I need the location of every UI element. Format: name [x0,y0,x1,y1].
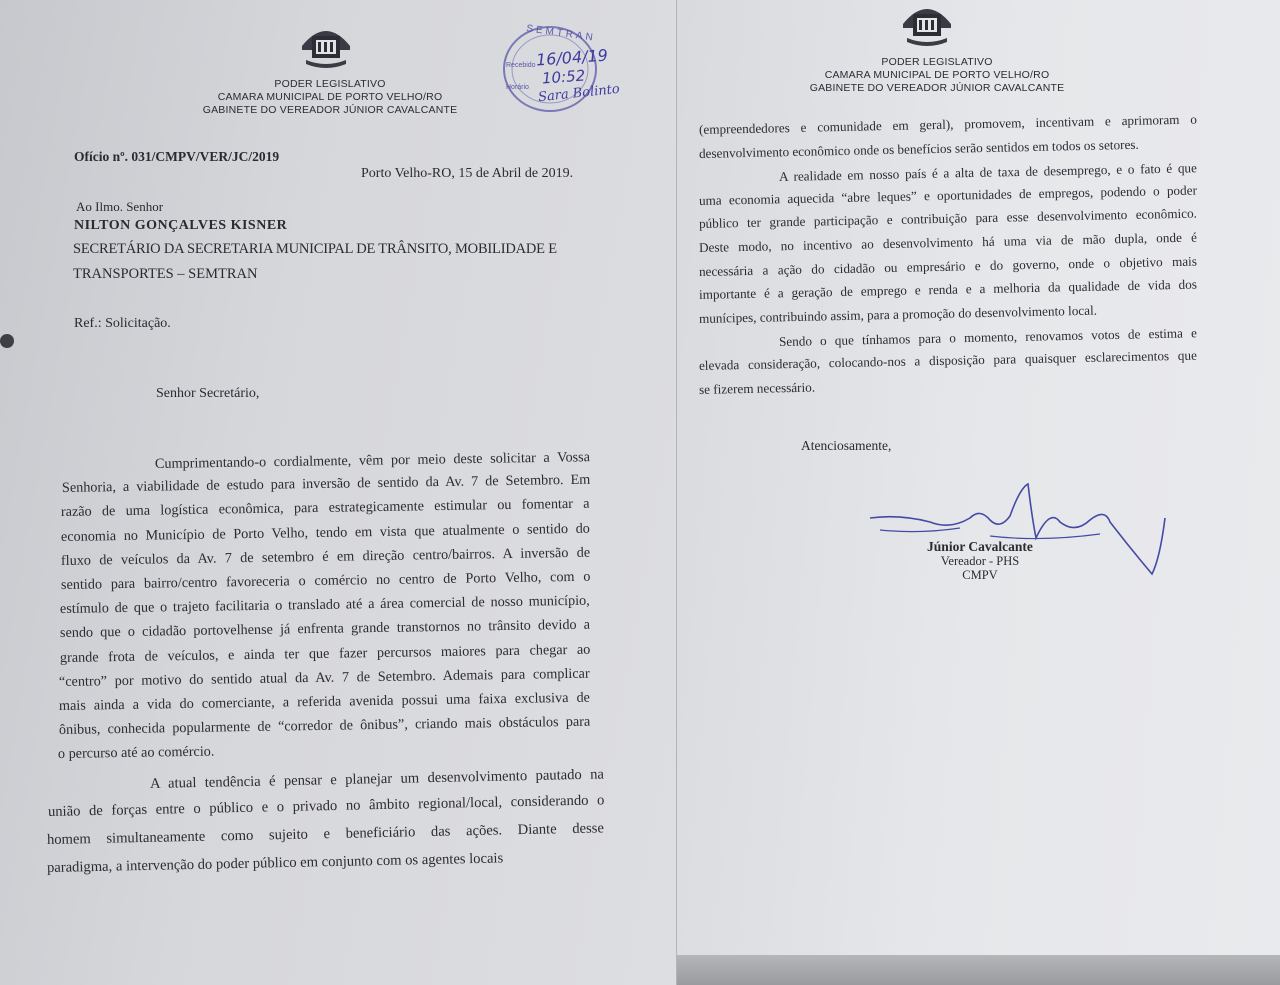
text-line: se fizerem necessário. [698,379,816,397]
text-line: “centro” por motivo do sentido atual da Av. 7 de Setembro. Ademais para complicar [59,665,591,690]
signature-block [900,540,1060,582]
text-line: paradigma, a intervenção do poder público em conjunto com os agentes locais [46,850,503,876]
text-line: elevada consideração, colocando-nos a disposição para quaisquer esclarecimentos que [698,347,1198,373]
text-line: homem simultaneamente como sujeito e beneficiário das ações. Diante desse [46,820,605,848]
text-line: Sendo o que tínhamos para o momento, renovamos votos de estima e [778,325,1198,350]
text-line: necessária a ação do cidadão ou empresário e do governo, onde o objetivo mais [698,253,1198,279]
salutation-to: Ao Ilmo. Senhor [76,199,164,214]
date-line: Porto Velho-RO, 15 de Abril de 2019. [361,166,574,181]
closing: Atenciosamente, [801,438,892,453]
recipient-title-1: SECRETÁRIO DA SECRETARIA MUNICIPAL DE TRÂNSITO, MOBILIDADE E [73,241,557,257]
receipt-stamp [498,22,622,116]
text-line: mais ainda a vida do comerciante, a referida avenida possui uma faixa exclusiva de [58,689,591,714]
stamp-org: SEMTRAN [525,23,597,44]
text-line: (empreendedores e comunidade em geral), promovem, incentivam e aprimoram o [698,111,1198,137]
page-edge-shadow [677,955,1280,985]
crest-icon [899,2,955,50]
letterhead-line3: GABINETE DO VEREADOR JÚNIOR CAVALCANTE [809,82,1065,94]
greeting: Senhor Secretário, [156,386,260,401]
stamp-time: 10:52 [541,66,586,88]
text-line: uma economia aquecida “abre leques” e oportunidades de empregos, podendo o poder [698,182,1198,208]
stamp-received-label: Recebido [506,62,536,69]
recipient-name: NILTON GONÇALVES KISNER [74,218,288,233]
letterhead-line1: PODER LEGISLATIVO [274,78,386,90]
letterhead-line2: CAMARA MUNICIPAL DE PORTO VELHO/RO [217,91,443,103]
text-line: fluxo de veículos da Av. 7 de setembro é em direção centro/bairros. A inversão de [60,544,591,569]
text-line: A realidade em nosso país é a alta de taxa de desemprego, e o fato é que [778,160,1198,185]
text-line: Cumprimentando-o cordialmente, vêm por meio deste solicitar a Vossa [154,449,591,472]
punch-hole [0,334,14,348]
text-line: ônibus, conhecida popularmente de “corredor de ônibus”, criando mais obstáculos para [58,713,591,739]
text-line: desenvolvimento econômico onde os benefícios serão sentidos em todos os setores. [698,136,1139,161]
stamp-signature: Sara Bolinto [537,81,621,106]
text-line: público ter grande participação e contribuição para esse desenvolvimento econômico. [698,205,1198,232]
recipient-title-2: TRANSPORTES – SEMTRAN [73,266,258,282]
text-line: sentido para bairro/centro favoreceria o comércio no centro de Porto Velho, com o [60,568,591,593]
oficio-number: Ofício nº. 031/CMPV/VER/JC/2019 [74,149,280,164]
letterhead [190,78,470,117]
signer-name: Júnior Cavalcante [927,539,1033,554]
text-line: união de forças entre o público e o privado no âmbito regional/local, considerando o [47,792,605,820]
text-line: economia no Município de Porto Velho, tendo em vista que atualmente o sentido do [60,520,591,545]
text-line: munícipes, contribuindo assim, para a promoção do desenvolvimento local. [698,302,1098,326]
text-line: razão de uma logística econômica, para estrategicamente estimular ou fomentar a [61,496,591,521]
text-line: sendo que o cidadão portovelhense já enfrenta grande transtornos no trânsito devido a [59,617,591,642]
text-line: o percurso até ao comércio. [58,743,215,763]
text-line: grande frota de veículos, e ainda ter que fazer percursos maiores para chegar ao [59,641,591,666]
text-line: importante é a geração de emprego e renda e a melhoria da qualidade de vida dos [698,276,1198,303]
signer-role: Vereador - PHS [940,554,1020,568]
text-line: Deste modo, no incentivo ao desenvolvimento há uma via de mão dupla, onde é [698,229,1198,255]
letterhead-line3: GABINETE DO VEREADOR JÚNIOR CAVALCANTE [202,104,458,116]
signer-org: CMPV [962,568,998,582]
text-line: estímulo de que o trajeto facilitaria o translado até a área comercial de nosso município, [60,592,591,618]
stamp-time-label: Horário [506,84,529,91]
letterhead [797,56,1077,95]
letterhead-line1: PODER LEGISLATIVO [881,56,993,68]
crest-icon [298,24,354,72]
letterhead-line2: CAMARA MUNICIPAL DE PORTO VELHO/RO [824,69,1050,81]
stamp-date: 16/04/19 [535,45,609,70]
text-line: Senhoria, a viabilidade de estudo para inversão de sentido da Av. 7 de Setembro. Em [61,471,591,497]
text-line: A atual tendência é pensar e planejar um desenvolvimento pautado na [149,766,605,792]
reference: Ref.: Solicitação. [74,316,171,331]
